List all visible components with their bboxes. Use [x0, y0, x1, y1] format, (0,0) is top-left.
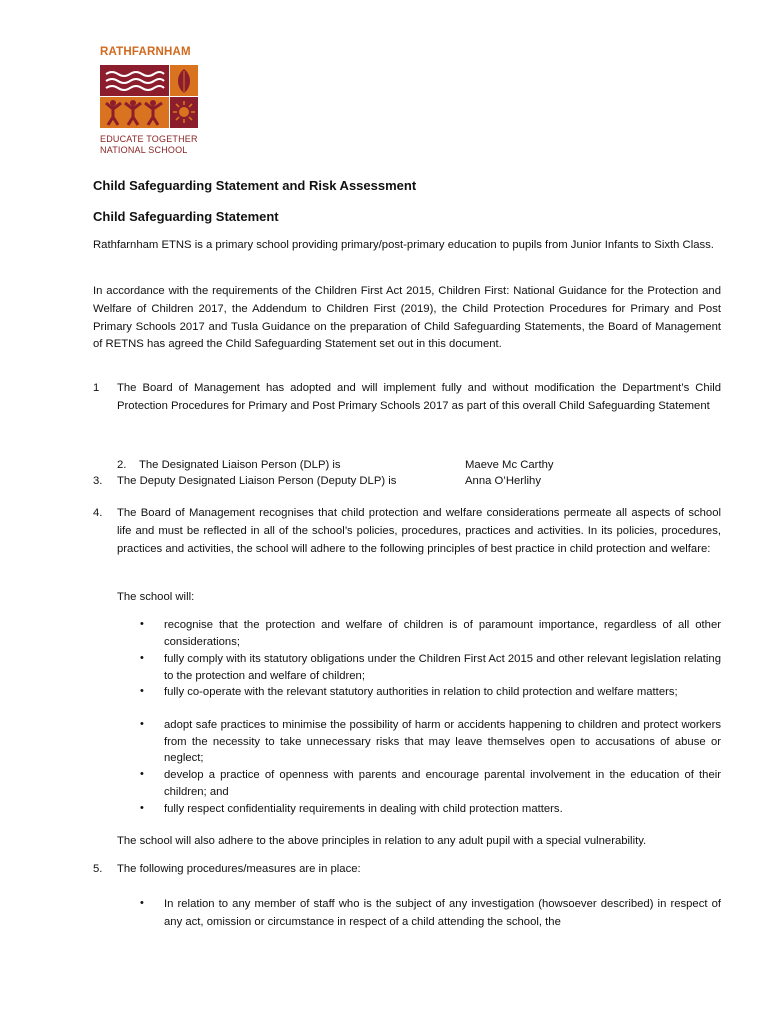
section-heading: Child Safeguarding Statement	[93, 209, 279, 224]
adult-pupil-note: The school will also adhere to the above principles in relation to any adult pupil with a special vulnerability.	[117, 835, 647, 847]
bullet-marker: •	[140, 618, 144, 630]
logo-subtitle-2: NATIONAL SCHOOL	[100, 145, 188, 155]
intro-paragraph: Rathfarnham ETNS is a primary school providing primary/post-primary education to pupils from Junior Infants to Sixth Class.	[93, 239, 714, 251]
deputy-dlp-name: Anna O’Herlihy	[465, 475, 541, 487]
item-1-number: 1	[93, 382, 100, 394]
item-4-number: 4.	[93, 507, 103, 519]
accordance-paragraph: In accordance with the requirements of the Children First Act 2015, Children First: National Guidance for the Protection and Welfare of Children 2017, the Addendum to Children First (2019), the Child Protection Procedures for Primary and Post Primary Schools 2017 and Tusla Guidance on the preparation of Child Safeguarding Statements, the Board of Management of RETNS has agreed the Child Safeguarding Statement set out in this document.	[93, 285, 721, 351]
bullet-item-4: adopt safe practices to minimise the possibility of harm or accidents happening to children and protect workers from the necessity to take unnecessary risks that may leave themselves open to accusations of abuse or neglect;	[164, 719, 721, 764]
dlp-name: Maeve Mc Carthy	[465, 459, 554, 471]
item-3-number: 3.	[93, 475, 103, 487]
logo-subtitle-1: EDUCATE TOGETHER	[100, 134, 198, 144]
bullet-marker: •	[140, 718, 144, 730]
logo-emblem	[100, 65, 198, 177]
bullet-item-2: fully comply with its statutory obligations under the Children First Act 2015 and other relevant legislation relating to the protection and welfare of children;	[164, 653, 721, 682]
bullet-item-6: fully respect confidentiality requirements in dealing with child protection matters.	[164, 803, 563, 815]
bullet-item-3: fully co-operate with the relevant statutory authorities in relation to child protection and welfare matters;	[164, 686, 678, 698]
item-5-number: 5.	[93, 863, 103, 875]
bullet-marker: •	[140, 768, 144, 780]
item-1-text: The Board of Management has adopted and will implement fully and without modification the Department’s Child Protection Procedures for Primary and Post Primary Schools 2017 as part of this overall Child Safeguarding Statement	[117, 382, 721, 412]
bullet-marker: •	[140, 685, 144, 697]
bullet-item-1: recognise that the protection and welfare of children is of paramount importance, regardless of all other considerations;	[164, 619, 721, 648]
logo-name: RATHFARNHAM	[100, 46, 191, 58]
item-5-bullet-1: In relation to any member of staff who is the subject of any investigation (howsoever described) in respect of any act, omission or circumstance in respect of a child attending the school, the	[164, 898, 721, 928]
bullet-marker: •	[140, 802, 144, 814]
item-4-text: The Board of Management recognises that child protection and welfare considerations permeate all aspects of school life and must be reflected in all of the school’s policies, procedures, practices and activities. In its policies, procedures, practices and activities, the school will adhere to the following principles of best practice in child protection and welfare:	[117, 507, 721, 555]
document-title: Child Safeguarding Statement and Risk Assessment	[93, 178, 417, 193]
bullet-item-5: develop a practice of openness with parents and encourage parental involvement in the education of their children; and	[164, 769, 721, 798]
item-5-text: The following procedures/measures are in place:	[117, 863, 361, 875]
item-2-number: 2.	[117, 459, 127, 471]
deputy-dlp-label: The Deputy Designated Liaison Person (Deputy DLP) is	[117, 475, 397, 487]
dlp-label: The Designated Liaison Person (DLP) is	[139, 459, 341, 471]
school-will-label: The school will:	[117, 591, 195, 603]
bullet-marker: •	[140, 652, 144, 664]
bullet-marker: •	[140, 897, 144, 909]
